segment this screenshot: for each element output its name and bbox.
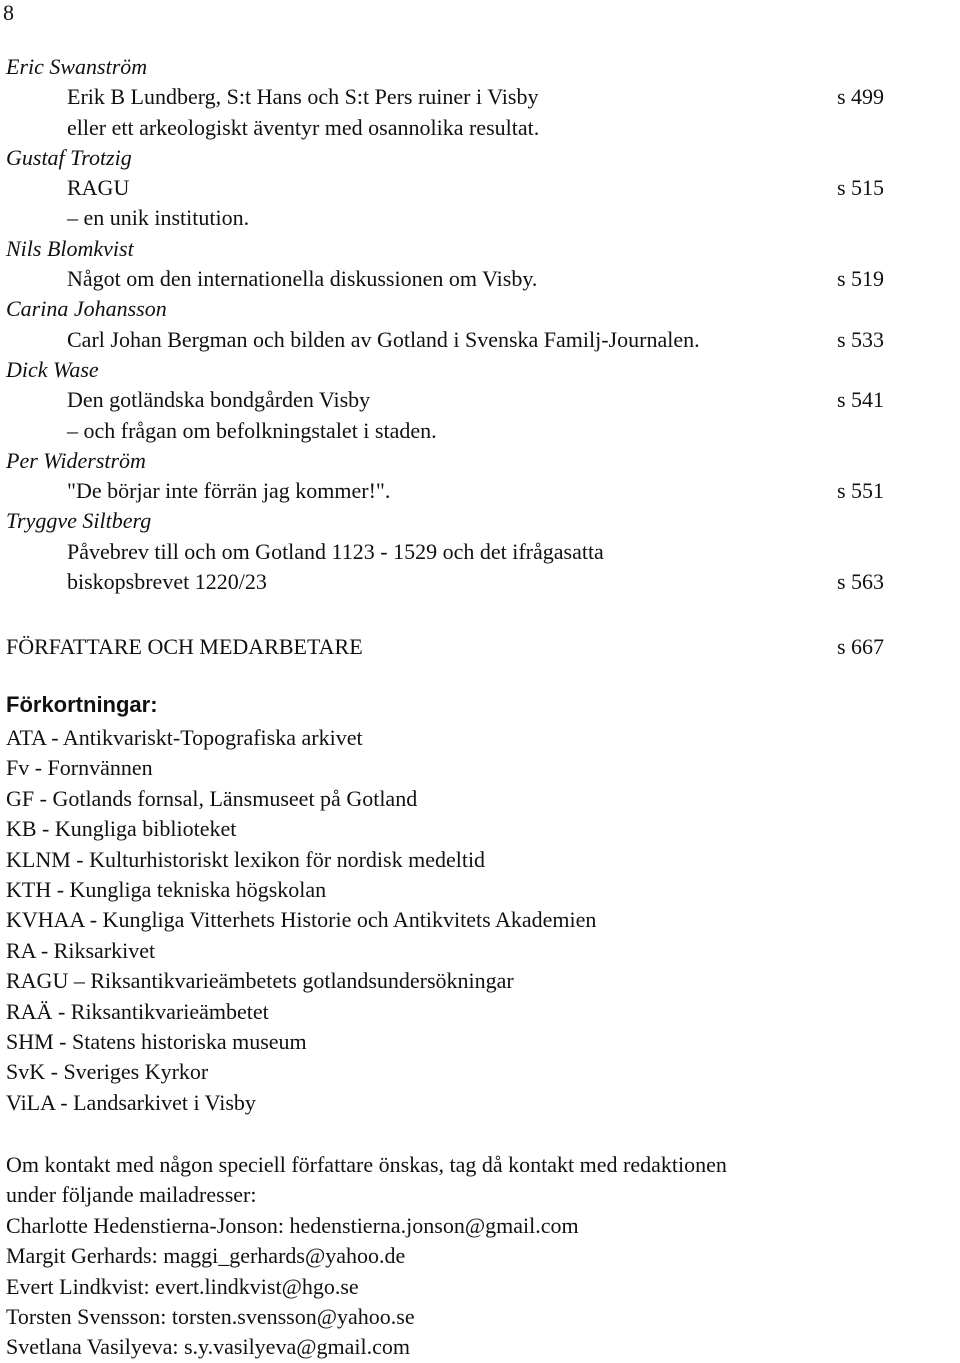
abbreviation-item: GF - Gotlands fornsal, Länsmuseet på Gotland bbox=[6, 785, 418, 811]
toc-title-text: Carl Johan Bergman och bilden av Gotland i Svenska Familj-Journalen. bbox=[67, 326, 700, 352]
toc-entry bbox=[6, 355, 890, 446]
toc-page-ref: s 533 bbox=[836, 326, 884, 352]
contact-person: Svetlana Vasilyeva: s.y.vasilyeva@gmail.com bbox=[6, 1334, 410, 1360]
abbreviation-item: Fv - Fornvännen bbox=[6, 755, 153, 781]
toc-entry bbox=[6, 143, 890, 234]
toc-page-ref: s 563 bbox=[836, 569, 884, 595]
toc-title-text: "De börjar inte förrän jag kommer!". bbox=[67, 478, 391, 504]
toc-title-text: Påvebrev till och om Gotland 1123 - 1529 och det ifrågasatta bbox=[67, 538, 604, 564]
section-page-ref: s 667 bbox=[836, 634, 884, 659]
toc-author: Nils Blomkvist bbox=[6, 235, 134, 261]
toc-author: Eric Swanström bbox=[6, 54, 148, 79]
contact-person: Charlotte Hedenstierna-Jonson: hedenstierna.jonson@gmail.com bbox=[6, 1212, 579, 1238]
abbreviation-item: RA - Riksarkivet bbox=[6, 937, 156, 963]
toc-title-line bbox=[6, 385, 890, 415]
contact-intro: Om kontakt med någon speciell författare önskas, tag då kontakt med redaktionen bbox=[6, 1152, 727, 1177]
toc-title-text: – en unik institution. bbox=[67, 205, 250, 231]
abbreviation-item: SHM - Statens historiska museum bbox=[6, 1028, 307, 1054]
abbreviation-item: SvK - Sveriges Kyrkor bbox=[6, 1059, 209, 1085]
toc-title-line bbox=[6, 113, 890, 143]
toc-entry bbox=[6, 52, 890, 143]
toc-page-ref: s 499 bbox=[836, 84, 884, 110]
abbreviation-item: KB - Kungliga biblioteket bbox=[6, 816, 237, 842]
toc-title-line bbox=[6, 82, 890, 112]
toc-entry bbox=[6, 294, 890, 355]
toc-entry bbox=[6, 446, 890, 507]
abbreviation-item: RAGU – Riksantikvarieämbetets gotlandsundersökningar bbox=[6, 968, 514, 994]
table-of-contents bbox=[6, 52, 890, 597]
contact-person: Torsten Svensson: torsten.svensson@yahoo.se bbox=[6, 1303, 415, 1329]
toc-title-line bbox=[6, 325, 890, 355]
abbreviation-item: ViLA - Landsarkivet i Visby bbox=[6, 1089, 256, 1115]
section-title: FÖRFATTARE OCH MEDARBETARE bbox=[6, 634, 363, 659]
abbreviation-item: ATA - Antikvariskt-Topografiska arkivet bbox=[6, 725, 363, 750]
toc-title-text: – och frågan om befolkningstalet i staden. bbox=[67, 417, 437, 443]
toc-title-text: Den gotländska bondgården Visby bbox=[67, 387, 371, 413]
abbreviation-item: RAÄ - Riksantikvarieämbetet bbox=[6, 998, 269, 1024]
toc-title-text: Något om den internationella diskussionen om Visby. bbox=[67, 266, 538, 292]
contact-info bbox=[6, 1150, 906, 1363]
abbreviation-item: KLNM - Kulturhistoriskt lexikon för nordisk medeltid bbox=[6, 846, 486, 872]
toc-page-ref: s 551 bbox=[836, 478, 884, 504]
toc-entry bbox=[6, 234, 890, 295]
toc-author: Tryggve Siltberg bbox=[6, 508, 152, 534]
toc-author: Carina Johansson bbox=[6, 296, 167, 322]
toc-page-ref: s 519 bbox=[836, 266, 884, 292]
abbreviation-item: KTH - Kungliga tekniska högskolan bbox=[6, 876, 327, 902]
contact-person: Evert Lindkvist: evert.lindkvist@hgo.se bbox=[6, 1273, 359, 1299]
abbreviations-heading: Förkortningar: bbox=[6, 692, 158, 717]
toc-author: Per Widerström bbox=[6, 447, 146, 473]
authors-section-heading bbox=[6, 632, 890, 662]
toc-title-text: Erik B Lundberg, S:t Hans och S:t Pers ruiner i Visby bbox=[67, 84, 539, 110]
toc-title-line bbox=[6, 567, 890, 597]
toc-page-ref: s 541 bbox=[836, 387, 884, 413]
abbreviation-item: KVHAA - Kungliga Vitterhets Historie och Antikvitets Akademien bbox=[6, 907, 597, 933]
toc-author: Gustaf Trotzig bbox=[6, 144, 132, 170]
abbreviations-list bbox=[6, 690, 906, 1118]
toc-title-line bbox=[6, 203, 890, 233]
toc-title-text: biskopsbrevet 1220/23 bbox=[67, 569, 267, 595]
contact-intro: under följande mailadresser: bbox=[6, 1182, 257, 1208]
page-number: 8 bbox=[3, 0, 14, 25]
toc-author: Dick Wase bbox=[6, 356, 99, 382]
toc-title-line bbox=[6, 416, 890, 446]
toc-title-line bbox=[6, 264, 890, 294]
toc-title-line bbox=[6, 476, 890, 506]
toc-page-ref: s 515 bbox=[836, 175, 884, 201]
contact-person: Margit Gerhards: maggi_gerhards@yahoo.de bbox=[6, 1243, 406, 1269]
toc-title-text: eller ett arkeologiskt äventyr med osannolika resultat. bbox=[67, 114, 540, 140]
toc-title-line bbox=[6, 537, 890, 567]
toc-entry bbox=[6, 506, 890, 597]
toc-title-line bbox=[6, 173, 890, 203]
toc-title-text: RAGU bbox=[67, 175, 130, 201]
